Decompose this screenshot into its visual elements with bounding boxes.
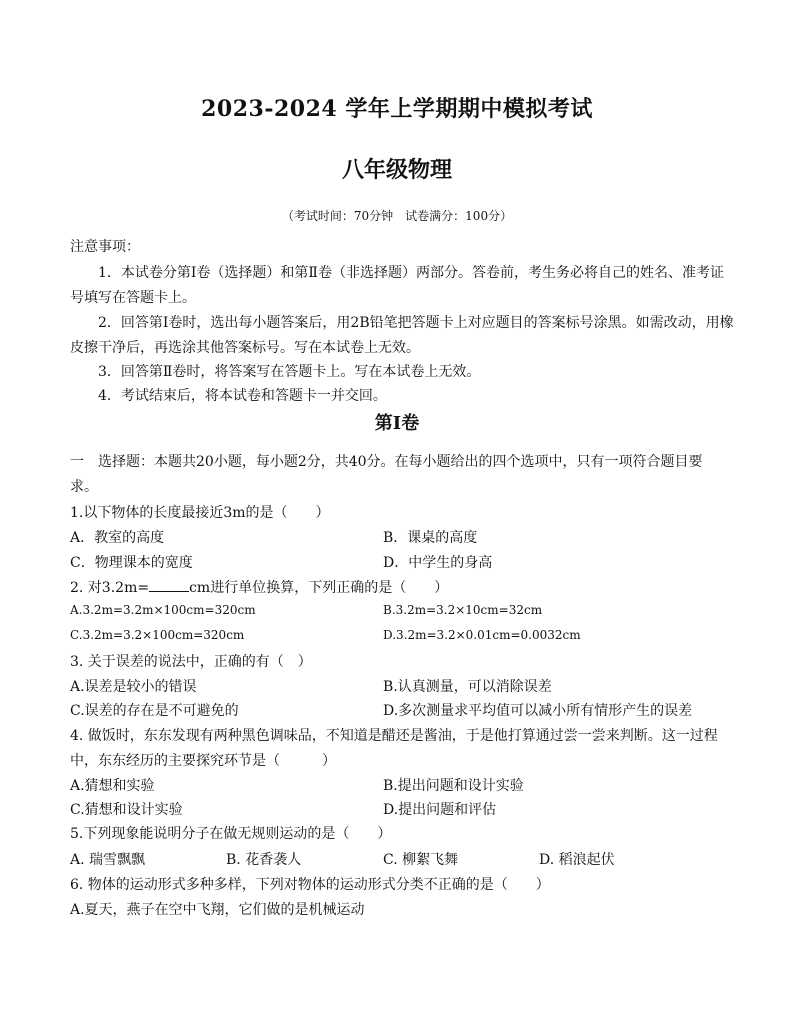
q1-option-a: A．教室的高度: [70, 530, 165, 546]
exam-title: 2023-2024 学年上学期期中模拟考试: [201, 96, 593, 122]
q3-option-b: B.认真测量，可以消除误差: [383, 679, 552, 695]
q3-option-c: C.误差的存在是不可避免的: [70, 703, 239, 719]
exam-subtitle: 八年级物理: [341, 157, 452, 183]
q3-option-a: A.误差是较小的错误: [70, 679, 197, 695]
note-4: 4．考试结束后，将本试卷和答题卡一并交回。: [98, 388, 387, 404]
note-1-line-1: 1．本试卷分第Ⅰ卷（选择题）和第Ⅱ卷（非选择题）两部分。答卷前，考生务必将自己的姓名、准考证: [98, 265, 724, 281]
q1-option-c: C．物理课本的宽度: [70, 555, 193, 571]
q2-option-b: B.3.2m=3.2×10cm=32cm: [383, 603, 543, 617]
q5-option-d: D. 稻浪起伏: [539, 852, 615, 868]
q2-option-c: C.3.2m=3.2×100cm=320cm: [70, 628, 245, 642]
q4-option-d: D.提出问题和评估: [383, 802, 497, 818]
q4-stem-line-2: 中，东东经历的主要探究环节是（ ）: [70, 753, 336, 769]
note-3: 3．回答第Ⅱ卷时，将答案写在答题卡上。写在本试卷上无效。: [98, 364, 481, 380]
q2-option-a: A.3.2m=3.2m×100cm=320cm: [70, 603, 256, 617]
note-1-line-2: 号填写在答题卡上。: [70, 290, 196, 306]
q3-stem: 3. 关于误差的说法中，正确的有（ ）: [70, 654, 312, 670]
section-instruction-line-1: 一 选择题：本题共20小题，每小题2分，共40分。在每小题给出的四个选项中，只有一项符合题目要: [70, 454, 703, 470]
q3-option-d: D.多次测量求平均值可以减小所有情形产生的误差: [383, 703, 693, 719]
q2-option-d: D.3.2m=3.2×0.01cm=0.0032cm: [383, 628, 581, 642]
q5-option-a: A. 瑞雪飘飘: [70, 852, 146, 868]
q2-blank: [149, 579, 189, 592]
q5-stem: 5.下列现象能说明分子在做无规则运动的是（ ）: [70, 826, 392, 842]
q4-option-a: A.猜想和实验: [70, 778, 155, 794]
q5-option-b: B. 花香袭人: [226, 852, 302, 868]
q5-option-c: C. 柳絮飞舞: [383, 852, 459, 868]
q2-stem: [70, 577, 448, 597]
q2-stem-post: cm进行单位换算，下列正确的是（ ）: [189, 580, 449, 596]
note-2-line-1: 2．回答第Ⅰ卷时，选出每小题答案后，用2B铅笔把答题卡上对应题目的答案标号涂黑。如需改动，用橡: [98, 315, 734, 331]
q4-option-b: B.提出问题和设计实验: [383, 778, 524, 794]
q1-option-b: B．课桌的高度: [383, 530, 478, 546]
q6-stem: 6. 物体的运动形式多种多样，下列对物体的运动形式分类不正确的是（ ）: [70, 877, 550, 893]
q2-stem-pre: 2. 对3.2m=: [70, 580, 150, 596]
q4-option-c: C.猜想和设计实验: [70, 802, 183, 818]
section-title: 第Ⅰ卷: [374, 413, 420, 434]
q1-option-d: D．中学生的身高: [383, 555, 493, 571]
q1-stem: 1.以下物体的长度最接近3m的是（ ）: [70, 505, 330, 521]
q4-stem-line-1: 4. 做饭时，东东发现有两种黑色调味品，不知道是醋还是酱油，于是他打算通过尝一尝来判断。这一过程: [70, 728, 718, 744]
exam-info: （考试时间：70分钟 试卷满分：100分）: [281, 209, 513, 223]
notes-heading: 注意事项：: [70, 239, 140, 255]
q6-option-a: A.夏天，燕子在空中飞翔，它们做的是机械运动: [70, 902, 365, 918]
section-instruction-line-2: 求。: [70, 479, 98, 495]
note-2-line-2: 皮擦干净后，再选涂其他答案标号。写在本试卷上无效。: [70, 340, 420, 356]
